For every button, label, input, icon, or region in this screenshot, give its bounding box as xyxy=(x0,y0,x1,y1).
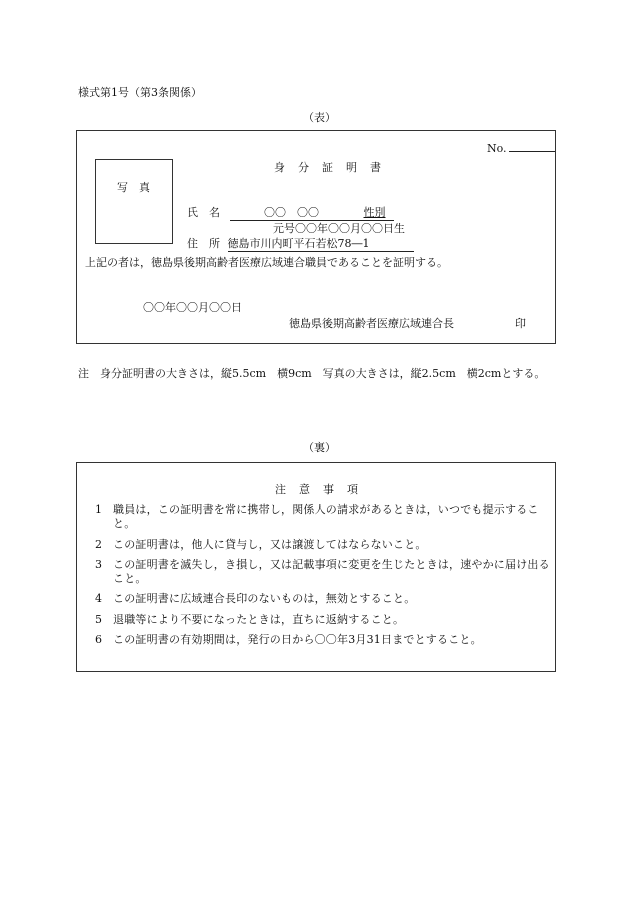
item-number: 2 xyxy=(95,537,102,551)
item-number: 1 xyxy=(95,503,102,516)
issue-date: 〇〇年〇〇月〇〇日 xyxy=(143,301,242,314)
number-blank xyxy=(509,139,555,152)
item-number: 3 xyxy=(95,557,102,571)
item-number: 5 xyxy=(95,612,102,626)
list-item xyxy=(95,538,555,552)
list-item xyxy=(95,558,555,587)
id-card-front xyxy=(76,130,556,344)
list-item xyxy=(95,503,555,532)
name-label: 氏 名 xyxy=(187,206,220,219)
item-number: 6 xyxy=(95,633,102,647)
size-note: 注 身分証明書の大きさは，縦5.5cm 横9cm 写真の大きさは，縦2.5cm 横2cmとする。 xyxy=(78,367,546,380)
item-text: この証明書に広域連合長印のないものは，無効とすること。 xyxy=(113,592,416,606)
notes-title: 注 意 事 項 xyxy=(275,483,359,496)
front-heading: （表） xyxy=(303,111,336,124)
birth-date: 元号〇〇年〇〇月〇〇日生 xyxy=(273,222,405,235)
back-heading: （裏） xyxy=(303,441,336,454)
item-text: この証明書は，他人に貸与し，又は譲渡してはならないこと。 xyxy=(113,537,427,551)
list-item xyxy=(95,592,555,606)
issuer-name: 徳島県後期高齢者医療広域連合長 xyxy=(289,317,454,330)
address-value: 徳島市川内町平石若松78―1 xyxy=(228,237,414,252)
item-number: 4 xyxy=(95,592,102,606)
name-row xyxy=(187,206,386,221)
card-title: 身 分 証 明 書 xyxy=(274,161,382,174)
seal-mark: 印 xyxy=(515,317,526,330)
certify-text: 上記の者は，徳島県後期高齢者医療広域連合職員であることを証明する。 xyxy=(85,256,448,269)
item-text: 職員は，この証明書を常に携帯し，関係人の請求があるときは，いつでも提示すること。 xyxy=(113,503,539,531)
photo-area xyxy=(95,159,173,244)
gender-label: 性別 xyxy=(363,206,386,219)
item-text: この証明書の有効期間は，発行の日から〇〇年3月31日までとすること。 xyxy=(113,633,482,647)
address-label: 住 所 xyxy=(187,237,220,250)
notes-list xyxy=(95,503,555,653)
form-label: 様式第1号（第3条関係） xyxy=(78,86,202,99)
number-label: No. xyxy=(487,142,507,155)
name-value: 〇〇 〇〇 xyxy=(264,206,319,219)
number-field xyxy=(487,139,555,156)
id-card-back xyxy=(76,462,556,672)
list-item xyxy=(95,633,555,647)
photo-label: 写 真 xyxy=(117,181,150,194)
list-item xyxy=(95,613,555,627)
address-row xyxy=(187,237,414,252)
item-text: 退職等により不要になったときは，直ちに返納すること。 xyxy=(113,612,405,626)
item-text: この証明書を滅失し，き損し，又は記載事項に変更を生じたときは，速やかに届け出ること。 xyxy=(113,557,550,586)
